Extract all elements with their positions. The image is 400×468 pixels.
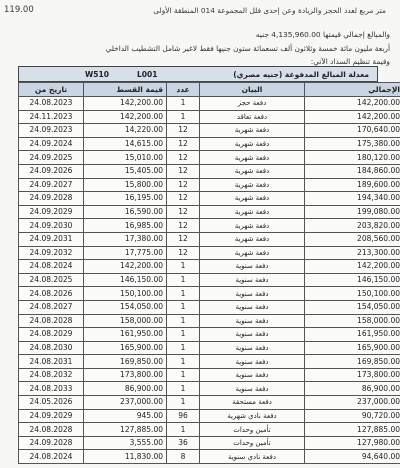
row-count: 8 <box>167 450 200 464</box>
table-row <box>19 192 400 206</box>
row-count: 1 <box>167 300 200 314</box>
unit-code: W510 <box>85 69 109 79</box>
row-total: 158,000.00 <box>305 314 400 328</box>
row-total: 184,860.00 <box>305 164 400 178</box>
row-count: 1 <box>167 287 200 301</box>
row-date: 24.09.2030 <box>19 219 84 233</box>
row-description: دفعة شهرية <box>200 232 305 246</box>
row-total: 180,120.00 <box>305 151 400 165</box>
row-description: دفعة نادي شهرية <box>200 409 305 423</box>
table-row <box>19 260 400 274</box>
payment-schedule-intro: وقيمة تنظيم السداد الآتي: <box>310 57 390 66</box>
row-date: 24.09.2027 <box>19 178 84 192</box>
row-count: 1 <box>167 355 200 369</box>
row-total: 169,850.00 <box>305 355 400 369</box>
row-total: 150,100.00 <box>305 287 400 301</box>
row-amount: 14,615.00 <box>84 137 167 151</box>
row-count: 1 <box>167 260 200 274</box>
row-date: 24.08.2032 <box>19 368 84 382</box>
row-total: 142,200.00 <box>305 97 400 111</box>
table-row <box>19 110 400 124</box>
amount-in-words-line: أربعة مليون مائة خمسة وثلاثون ألف تسعمائة ستون جنيها فقط لاغير شامل التشطيب الداخلي <box>105 44 390 53</box>
row-amount: 15,800.00 <box>84 178 167 192</box>
row-date: 24.08.2027 <box>19 300 84 314</box>
col-count: عدد <box>167 83 200 97</box>
row-description: دفعة شهرية <box>200 219 305 233</box>
row-total: 90,720.00 <box>305 409 400 423</box>
row-total: 154,050.00 <box>305 300 400 314</box>
row-date: 24.09.2029 <box>19 205 84 219</box>
row-count: 12 <box>167 205 200 219</box>
row-amount: 165,900.00 <box>84 341 167 355</box>
row-amount: 150,100.00 <box>84 287 167 301</box>
table-row <box>19 423 400 437</box>
row-total: 237,000.00 <box>305 396 400 410</box>
table-row <box>19 314 400 328</box>
row-count: 96 <box>167 409 200 423</box>
row-amount: 16,590.00 <box>84 205 167 219</box>
row-total: 127,885.00 <box>305 423 400 437</box>
row-date: 24.09.2032 <box>19 246 84 260</box>
table-row <box>19 178 400 192</box>
row-count: 1 <box>167 423 200 437</box>
row-count: 1 <box>167 382 200 396</box>
row-amount: 17,380.00 <box>84 232 167 246</box>
row-description: دفعة شهرية <box>200 178 305 192</box>
table-row <box>19 151 400 165</box>
row-date: 24.09.2024 <box>19 137 84 151</box>
row-amount: 16,195.00 <box>84 192 167 206</box>
row-count: 1 <box>167 341 200 355</box>
table-row <box>19 164 400 178</box>
table-row <box>19 137 400 151</box>
plot-code: L001 <box>137 69 158 79</box>
row-description: دفعة شهرية <box>200 205 305 219</box>
row-description: دفعة شهرية <box>200 151 305 165</box>
table-row <box>19 219 400 233</box>
row-amount: 3,555.00 <box>84 436 167 450</box>
row-total: 173,800.00 <box>305 368 400 382</box>
table-row <box>19 300 400 314</box>
row-total: 94,640.00 <box>305 450 400 464</box>
row-description: دفعة مستحقة <box>200 396 305 410</box>
row-date: 24.09.2029 <box>19 409 84 423</box>
row-description: دفعة سنوية <box>200 382 305 396</box>
row-amount: 161,950.00 <box>84 328 167 342</box>
row-count: 1 <box>167 110 200 124</box>
row-count: 1 <box>167 314 200 328</box>
row-amount: 146,150.00 <box>84 273 167 287</box>
table-row <box>19 287 400 301</box>
row-description: دفعة سنوية <box>200 341 305 355</box>
row-date: 24.08.2028 <box>19 423 84 437</box>
row-date: 24.08.2033 <box>19 382 84 396</box>
table-row <box>19 368 400 382</box>
row-total: 175,380.00 <box>305 137 400 151</box>
row-description: دفعة سنوية <box>200 328 305 342</box>
table-row <box>19 246 400 260</box>
row-amount: 17,775.00 <box>84 246 167 260</box>
row-amount: 142,200.00 <box>84 110 167 124</box>
row-total: 203,820.00 <box>305 219 400 233</box>
row-description: دفعة سنوية <box>200 287 305 301</box>
row-count: 12 <box>167 151 200 165</box>
row-total: 161,950.00 <box>305 328 400 342</box>
row-total: 127,980.00 <box>305 436 400 450</box>
table-row <box>19 396 400 410</box>
row-amount: 169,850.00 <box>84 355 167 369</box>
table-row <box>19 450 400 464</box>
row-date: 24.08.2024 <box>19 260 84 274</box>
payment-schedule-table <box>18 82 400 464</box>
row-count: 12 <box>167 137 200 151</box>
row-date: 24.05.2026 <box>19 396 84 410</box>
row-total: 146,150.00 <box>305 273 400 287</box>
row-amount: 16,985.00 <box>84 219 167 233</box>
row-count: 1 <box>167 273 200 287</box>
row-amount: 86,900.00 <box>84 382 167 396</box>
row-count: 12 <box>167 232 200 246</box>
row-count: 12 <box>167 124 200 138</box>
row-total: 208,560.00 <box>305 232 400 246</box>
row-date: 24.09.2025 <box>19 151 84 165</box>
table-row <box>19 97 400 111</box>
row-total: 86,900.00 <box>305 382 400 396</box>
row-total: 142,200.00 <box>305 110 400 124</box>
row-total: 194,340.00 <box>305 192 400 206</box>
table-row <box>19 124 400 138</box>
row-total: 165,900.00 <box>305 341 400 355</box>
row-description: دفعة شهرية <box>200 246 305 260</box>
row-description: تأمين وحدات <box>200 436 305 450</box>
total-amount-line: والمبالغ إجمالي قيمتها 4,135,960.00 جنيه <box>255 30 390 39</box>
row-count: 12 <box>167 178 200 192</box>
row-count: 12 <box>167 246 200 260</box>
row-amount: 142,200.00 <box>84 260 167 274</box>
col-total: الإجمالي <box>305 83 400 97</box>
table-header-row <box>19 83 400 97</box>
row-date: 24.08.2026 <box>19 287 84 301</box>
row-date: 24.08.2029 <box>19 328 84 342</box>
table-row <box>19 232 400 246</box>
row-total: 170,640.00 <box>305 124 400 138</box>
row-date: 24.11.2023 <box>19 110 84 124</box>
row-amount: 173,800.00 <box>84 368 167 382</box>
row-count: 1 <box>167 328 200 342</box>
row-total: 189,600.00 <box>305 178 400 192</box>
table-row <box>19 382 400 396</box>
row-date: 24.08.2031 <box>19 355 84 369</box>
table-row <box>19 328 400 342</box>
row-description: دفعة سنوية <box>200 314 305 328</box>
table-row <box>19 341 400 355</box>
row-total: 199,080.00 <box>305 205 400 219</box>
row-description: دفعة شهرية <box>200 192 305 206</box>
table-section-header <box>18 66 378 82</box>
row-date: 24.09.2023 <box>19 124 84 138</box>
row-amount: 142,200.00 <box>84 97 167 111</box>
row-count: 36 <box>167 436 200 450</box>
row-description: دفعة سنوية <box>200 368 305 382</box>
row-amount: 945.00 <box>84 409 167 423</box>
row-amount: 14,220.00 <box>84 124 167 138</box>
row-count: 12 <box>167 192 200 206</box>
row-count: 12 <box>167 219 200 233</box>
row-date: 24.08.2028 <box>19 314 84 328</box>
row-amount: 158,000.00 <box>84 314 167 328</box>
col-description: البيان <box>200 83 305 97</box>
row-description: دفعة حجز <box>200 97 305 111</box>
row-count: 1 <box>167 396 200 410</box>
row-amount: 127,885.00 <box>84 423 167 437</box>
row-count: 1 <box>167 368 200 382</box>
row-date: 24.09.2026 <box>19 164 84 178</box>
area-number: 119.00 <box>4 5 34 15</box>
row-date: 24.08.2024 <box>19 450 84 464</box>
row-amount: 15,010.00 <box>84 151 167 165</box>
row-description: دفعة شهرية <box>200 137 305 151</box>
row-amount: 237,000.00 <box>84 396 167 410</box>
row-description: دفعة نادي سنوية <box>200 450 305 464</box>
table-row <box>19 205 400 219</box>
row-count: 12 <box>167 164 200 178</box>
payment-table <box>18 66 400 464</box>
row-description: دفعة شهرية <box>200 124 305 138</box>
row-description: دفعة سنوية <box>200 260 305 274</box>
row-date: 24.09.2028 <box>19 436 84 450</box>
col-amount: قيمة القسط <box>84 83 167 97</box>
row-date: 24.08.2030 <box>19 341 84 355</box>
row-description: دفعة سنوية <box>200 273 305 287</box>
row-description: تأمين وحدات <box>200 423 305 437</box>
row-amount: 154,050.00 <box>84 300 167 314</box>
row-date: 24.08.2023 <box>19 97 84 111</box>
section-title: معدلة المبالغ المدفوعة (جنيه مصري) <box>233 69 369 79</box>
table-row <box>19 273 400 287</box>
row-description: دفعة تعاقد <box>200 110 305 124</box>
table-row <box>19 436 400 450</box>
row-amount: 15,405.00 <box>84 164 167 178</box>
header-text: متر مربع لعدد الحجز والزيادة وعن إحدى فلل المجموعة 014 المنطقة الأولى <box>153 6 386 15</box>
row-total: 142,200.00 <box>305 260 400 274</box>
row-date: 24.09.2028 <box>19 192 84 206</box>
row-count: 1 <box>167 97 200 111</box>
row-description: دفعة سنوية <box>200 355 305 369</box>
row-description: دفعة سنوية <box>200 300 305 314</box>
table-row <box>19 355 400 369</box>
row-amount: 11,830.00 <box>84 450 167 464</box>
col-date: تاريخ من <box>19 83 84 97</box>
row-description: دفعة شهرية <box>200 164 305 178</box>
row-date: 24.08.2025 <box>19 273 84 287</box>
table-row <box>19 409 400 423</box>
header-line <box>0 2 400 18</box>
row-total: 213,300.00 <box>305 246 400 260</box>
row-date: 24.09.2031 <box>19 232 84 246</box>
